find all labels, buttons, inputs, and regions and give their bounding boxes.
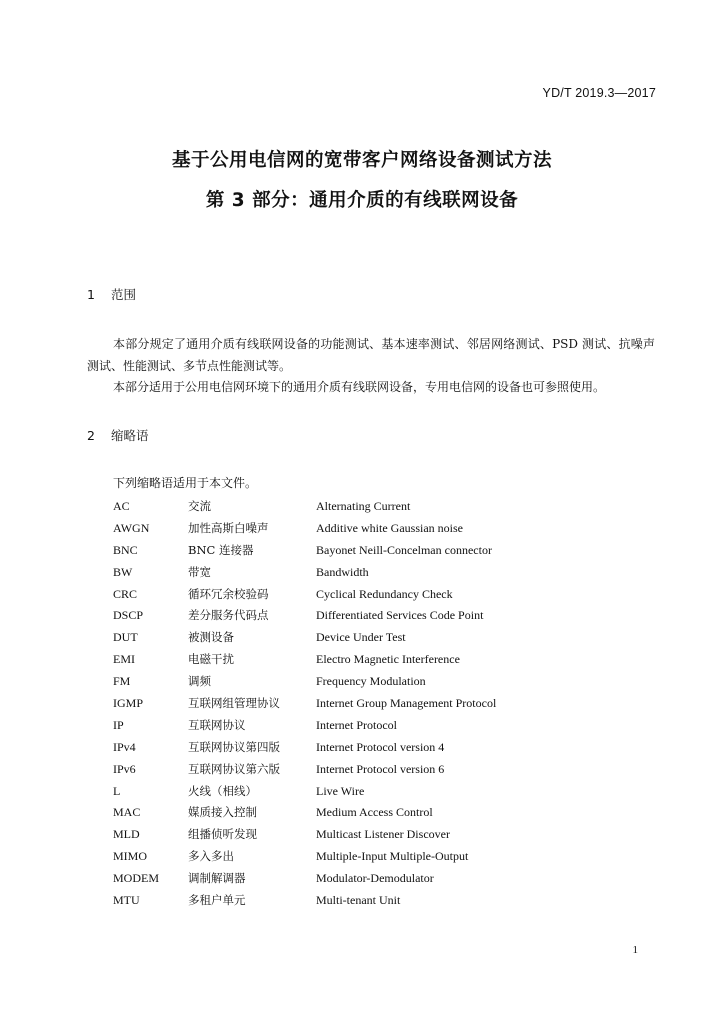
chinese-term: 多租户单元 [188,893,246,908]
list-item [113,846,496,868]
abbreviation: MTU [113,893,140,908]
abbreviation: DUT [113,630,138,645]
section-heading-scope [87,285,136,303]
list-item [113,890,496,912]
list-item [113,781,496,803]
chinese-term: 媒质接入控制 [188,805,257,820]
english-term: Bandwidth [316,564,369,579]
list-item [113,824,496,846]
chinese-term: BNC 连接器 [188,542,254,557]
scope-paragraph-2: 本部分适用于公用电信网环境下的通用介质有线联网设备，专用电信网的设备也可参照使用。 [113,380,606,394]
abbreviation: MLD [113,827,140,842]
abbreviation: IGMP [113,696,144,711]
abbreviation: BNC [113,542,138,557]
english-term: Differentiated Services Code Point [316,608,484,623]
list-item [113,868,496,890]
chinese-term: 多入多出 [188,849,234,864]
document-title-line-1: 基于公用电信网的宽带客户网络设备测试方法 [171,150,552,171]
english-term: Live Wire [316,783,365,798]
english-term: Alternating Current [316,499,411,513]
abbreviation: IP [113,717,124,732]
abbreviation: L [113,783,121,798]
chinese-term: 被测设备 [188,630,234,645]
abbreviation: MAC [113,805,141,820]
chinese-term: 交流 [188,499,211,513]
page-number: 1 [632,944,638,956]
abbreviation: MIMO [113,849,148,864]
list-item [113,759,496,781]
english-term: Medium Access Control [316,805,433,820]
list-item [113,649,496,671]
chinese-term: 互联网协议第四版 [188,739,280,754]
list-item [113,715,496,737]
chinese-term: 互联网协议第六版 [188,761,280,776]
abbreviation-list [113,496,496,912]
list-item [113,737,496,759]
abbreviation: AWGN [113,520,150,535]
english-term: Internet Protocol [316,717,397,732]
chinese-term: 互联网协议 [188,717,246,732]
chinese-term: 互联网组管理协议 [188,696,280,711]
abbreviation: MODEM [113,871,160,886]
chinese-term: 调制解调器 [188,871,246,886]
abbreviation: DSCP [113,608,144,623]
list-item [113,802,496,824]
abbreviation: BW [113,564,133,579]
english-term: Multi-tenant Unit [316,893,401,908]
abbreviation: IPv6 [113,761,136,776]
english-term: Multicast Listener Discover [316,827,450,842]
list-item [113,496,496,518]
chinese-term: 差分服务代码点 [188,608,269,623]
english-term: Multiple-Input Multiple-Output [316,849,469,864]
english-term: Internet Protocol version 6 [316,761,445,776]
english-term: Frequency Modulation [316,674,426,689]
chinese-term: 循环冗余校验码 [188,586,269,601]
chinese-term: 加性高斯白噪声 [188,520,269,535]
abbreviation: IPv4 [113,739,136,754]
english-term: Bayonet Neill-Concelman connector [316,542,492,557]
abbreviation: EMI [113,652,135,667]
english-term: Electro Magnetic Interference [316,652,460,667]
section-heading-abbreviations [87,426,149,444]
list-item [113,605,496,627]
chinese-term: 组播侦听发现 [188,827,257,842]
section-title: 缩略语 [110,428,149,443]
list-item [113,540,496,562]
chinese-term: 火线（相线） [188,783,257,798]
list-item [113,671,496,693]
list-item [113,627,496,649]
english-term: Device Under Test [316,630,406,645]
english-term: Modulator-Demodulator [316,871,434,886]
chinese-term: 调频 [188,674,211,689]
scope-paragraph-1: 本部分规定了通用介质有线联网设备的功能测试、基本速率测试、邻居网络测试、PSD 测试、抗噪声测试、性能测试、多节点性能测试等。 [87,337,655,373]
list-item [113,562,496,584]
chinese-term: 带宽 [188,564,211,579]
section-number: 2 [87,428,95,443]
chinese-term: 电磁干扰 [188,652,234,667]
english-term: Internet Group Management Protocol [316,696,497,711]
section-title: 范围 [110,287,136,302]
abbreviation: AC [113,499,130,513]
english-term: Cyclical Redundancy Check [316,586,453,601]
abbreviations-intro: 下列缩略语适用于本文件。 [113,476,258,490]
english-term: Internet Protocol version 4 [316,739,445,754]
document-title-line-2: 第 3 部分：通用介质的有线联网设备 [205,190,519,211]
list-item [113,518,496,540]
abbreviation: CRC [113,586,138,601]
abbreviation: FM [113,674,131,689]
list-item [113,693,496,715]
english-term: Additive white Gaussian noise [316,520,463,535]
standard-number: YD/T 2019.3—2017 [542,86,656,100]
section-number: 1 [87,287,95,302]
list-item [113,584,496,606]
